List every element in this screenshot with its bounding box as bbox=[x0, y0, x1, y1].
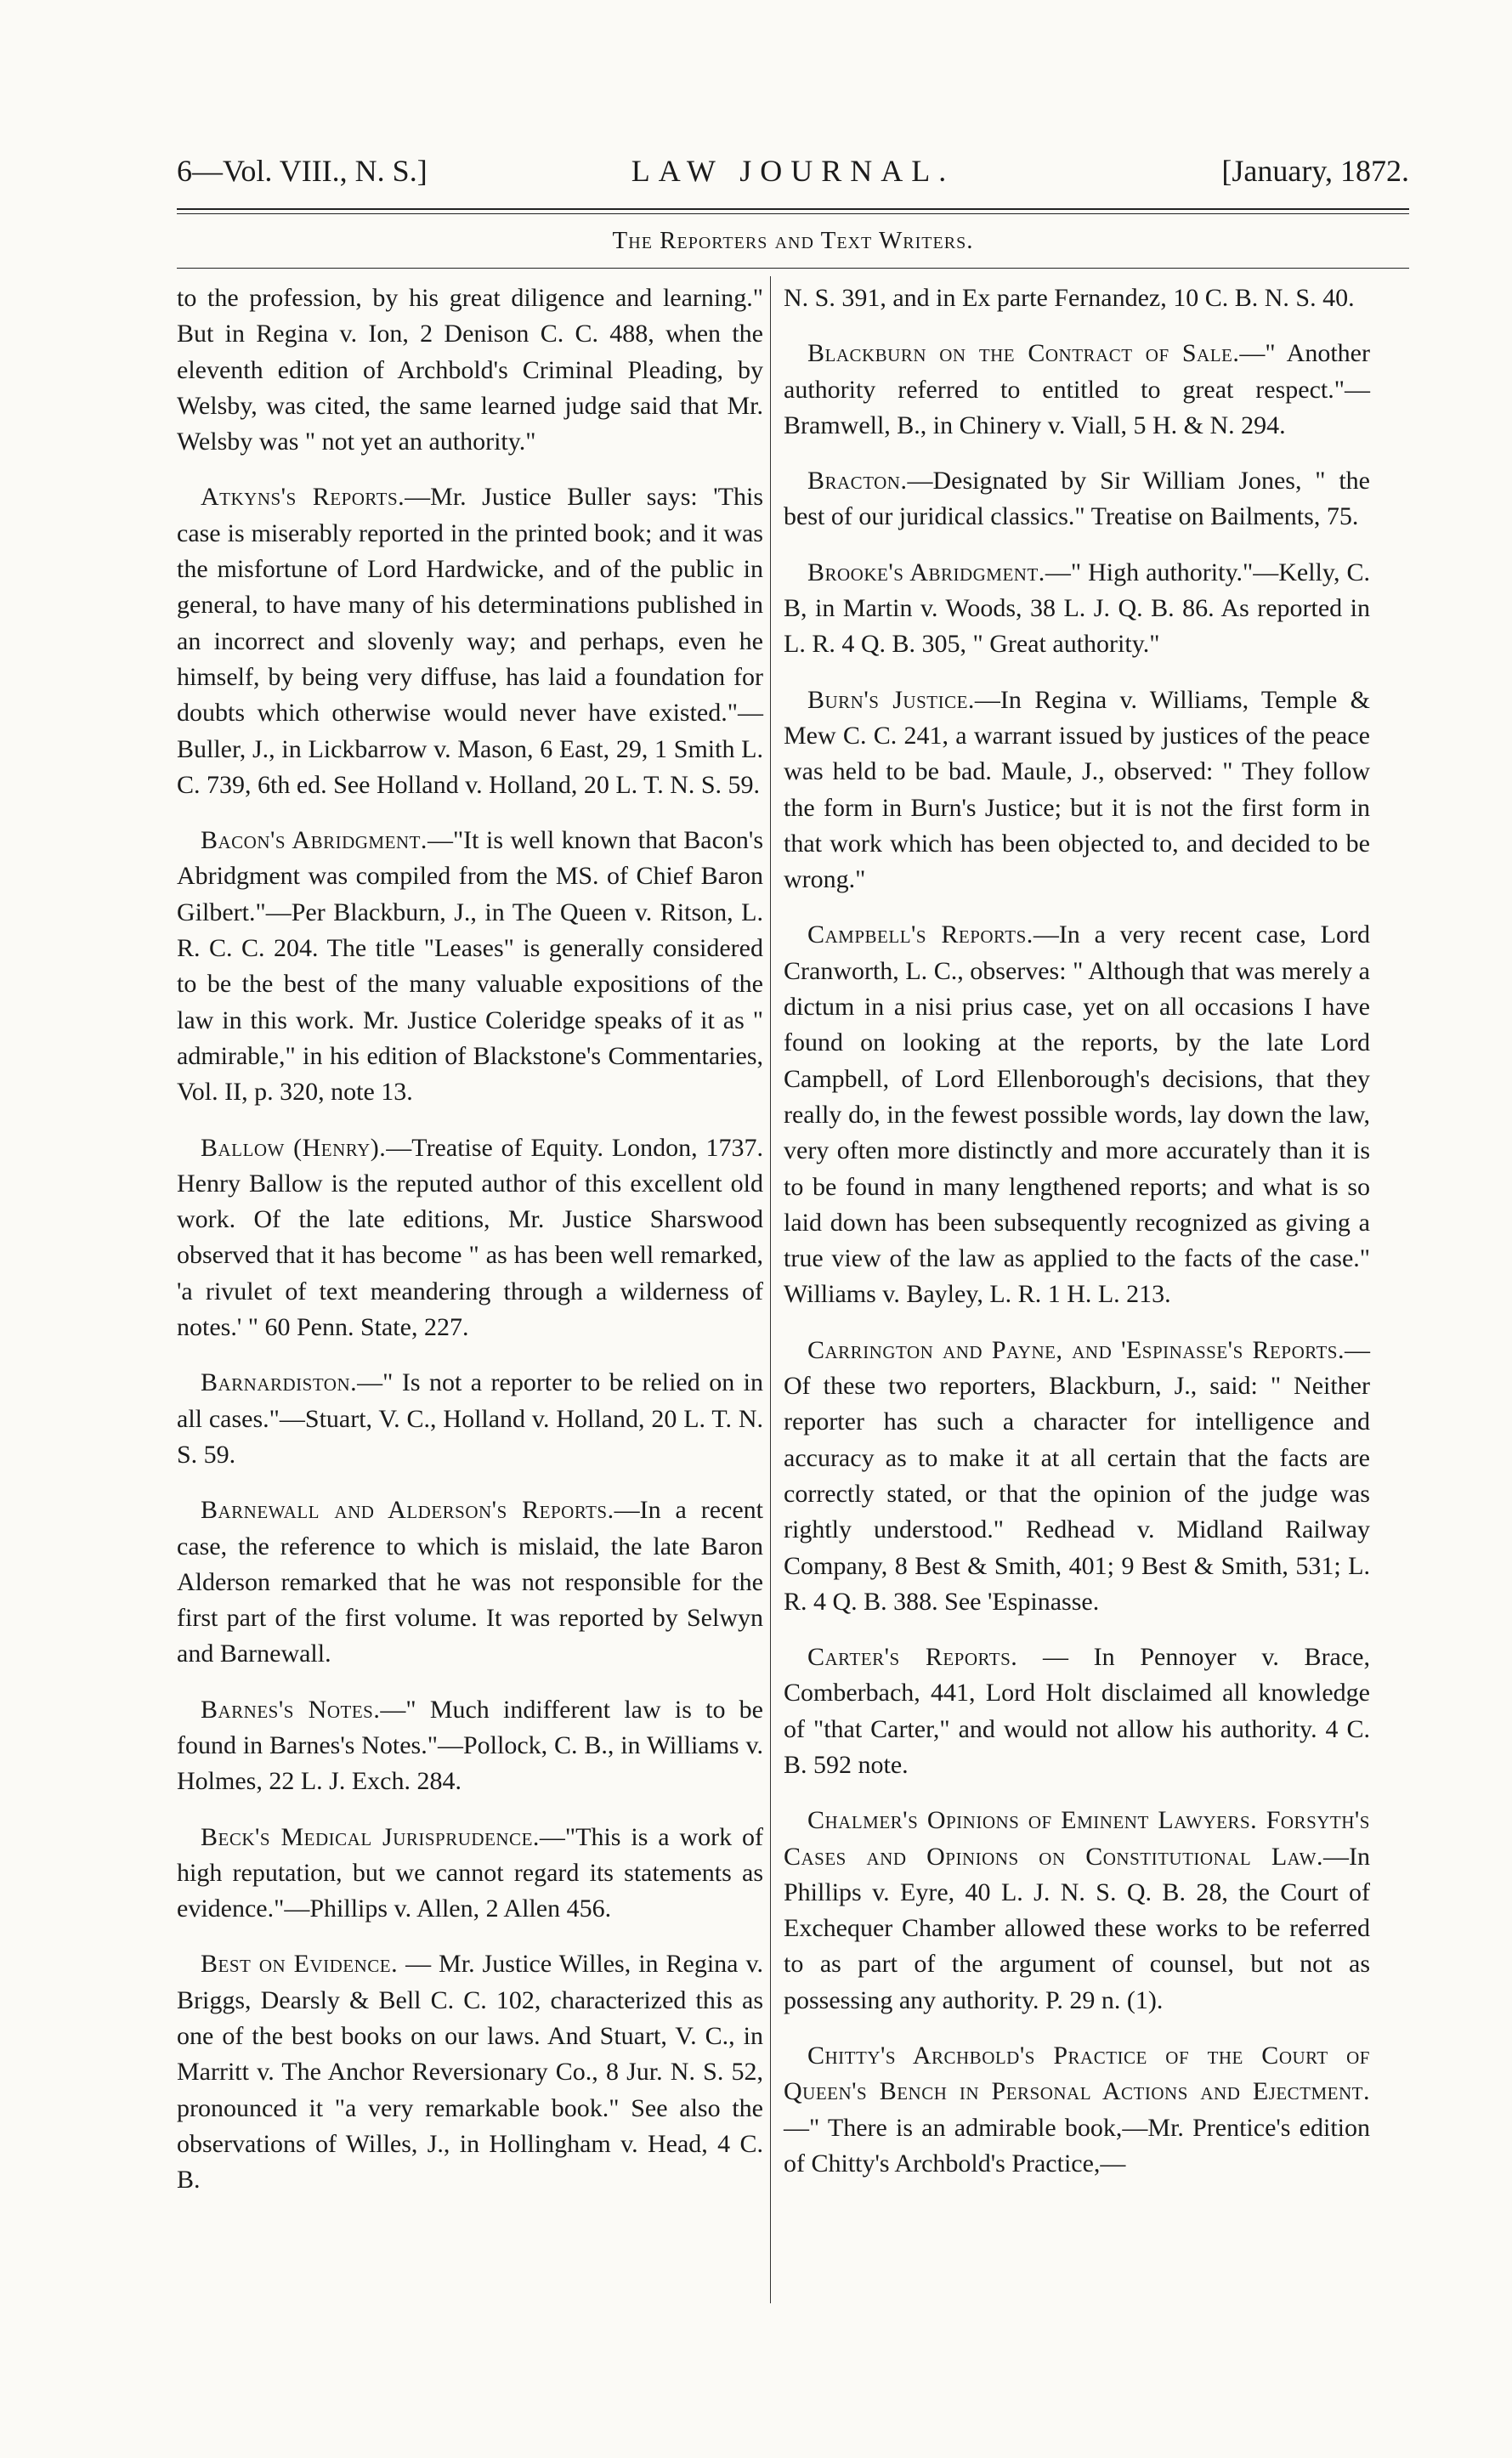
entry-heading: Barnewall and Alderson's Reports. bbox=[201, 1496, 614, 1525]
paragraph: Chitty's Archbold's Practice of the Court of Queen's Bench in Personal Actions and Ejectment.—" There is an admirable book,—Mr. Prentice's edition of Chitty's Archbold's Practice,— bbox=[784, 2042, 1370, 2178]
paragraph: Barnes's Notes.—" Much indifferent law is to be found in Barnes's Notes."—Pollock, C. B., in Williams v. Holmes, 22 L. J. Exch. 284. bbox=[177, 1695, 763, 1796]
entry-heading: Bacon's Abridgment. bbox=[201, 826, 428, 855]
header-rule-thin bbox=[177, 213, 1409, 214]
entry-heading: Burn's Justice. bbox=[807, 685, 975, 714]
entry-heading: Beck's Medical Jurisprudence. bbox=[201, 1822, 540, 1851]
paragraph: Best on Evidence. — Mr. Justice Willes, in Regina v. Briggs, Dearsly & Bell C. C. 102, characterized this as one of the best books on our laws. And Stuart, V. C., in Marritt v. The Anchor Reversionary Co., 8 Jur. N. S. 52, pronounced it "a very remarkable book." See also the observations of Willes, J., in Hollingham v. Head, 4 C. B. bbox=[177, 1950, 764, 2195]
paragraph: Barnardiston.—" Is not a reporter to be relied on in all cases."—Stuart, V. C., Holland v. Holland, 20 L. T. N. S. 59. bbox=[177, 1368, 763, 1469]
paragraph: Beck's Medical Jurisprudence.—"This is a work of high reputation, but we cannot regard its statements as evidence."—Phillips v. Allen, 2 Allen 456. bbox=[177, 1822, 763, 1923]
paragraph: Blackburn on the Contract of Sale.—" Another authority referred to entitled to great respect."—Bramwell, B., in Chinery v. Viall, 5 H. & N. 294. bbox=[784, 339, 1370, 439]
entry-heading: Atkyns's Reports. bbox=[201, 483, 405, 512]
paragraph: Carrington and Payne, and 'Espinasse's Reports.—Of these two reporters, Blackburn, J., said: " Neither reporter has such a character for intelligence and accuracy as to make it at all certain that the facts are correctly stated, or that the opinion of the judge was rightly understood." Redhead v. Midland Railway Company, 8 Best & Smith, 401; 9 Best & Smith, 531; L. R. 4 Q. B. 388. See 'Espinasse. bbox=[784, 1335, 1370, 1616]
entry-heading: Chitty's Archbold's Practice of the Court of Queen's Bench in Personal Actions and Ejectment. bbox=[784, 2042, 1370, 2106]
paragraph: Carter's Reports. — In Pennoyer v. Brace, Comberbach, 441, Lord Holt disclaimed all knowledge of "that Carter," and would not allow his authority. 4 C. B. 592 note. bbox=[784, 1643, 1371, 1779]
paragraph: Chalmer's Opinions of Eminent Lawyers. Forsyth's Cases and Opinions on Constitutional Law.—In Phillips v. Eyre, 40 L. J. N. S. Q. B. 28, the Court of Exchequer Chamber allowed these works to be referred to as part of the argument of counsel, but not as possessing any authority. P. 29 n. (1). bbox=[784, 1806, 1370, 2014]
entry-heading: Brooke's Abridgment. bbox=[807, 558, 1045, 586]
section-title: The Reporters and Text Writers. bbox=[612, 227, 974, 254]
issue-date: [January, 1872. bbox=[1221, 154, 1409, 188]
section-rule bbox=[177, 268, 1409, 269]
right-column bbox=[784, 280, 1370, 2201]
paragraph: Campbell's Reports.—In a very recent case, Lord Cranworth, L. C., observes: " Although that was merely a dictum in a nisi prius case, yet on all occasions I have found on looking at the reports, by the late Lord Campbell, of Lord Ellenborough's decisions, that they really do, in the fewest possible words, lay down the law, very often more distinctly and more accurately than it is to be found in many lengthened reports; and what is so laid down has been subsequently recognized as giving a true view of the law as applied to the facts of the case." Williams v. Bayley, L. R. 1 H. L. 213. bbox=[784, 920, 1370, 1309]
paragraph: Brooke's Abridgment.—" High authority."—Kelly, C. B, in Martin v. Woods, 38 L. J. Q. B. 86. As reported in L. R. 4 Q. B. 305, " Great authority." bbox=[784, 558, 1370, 659]
paragraph: Burn's Justice.—In Regina v. Williams, Temple & Mew C. C. 241, a warrant issued by justices of the peace was held to be bad. Maule, J., observed: " They follow the form in Burn's Justice; but it is not the first form in that work which has been objected to, and decided to be wrong." bbox=[784, 685, 1370, 894]
paragraph: Ballow (Henry).—Treatise of Equity. London, 1737. Henry Ballow is the reputed author of this excellent old work. Of the late editions, Mr. Justice Sharswood observed that it has become " as has been well remarked, 'a rivulet of text meandering through a wilderness of notes.' " 60 Penn. State, 227. bbox=[177, 1133, 763, 1342]
paragraph: Atkyns's Reports.—Mr. Justice Buller says: 'This case is miserably reported in the printed book; and it was the misfortune of Lord Hardwicke, and of the public in general, to have many of his determinations published in an incorrect and slovenly way; and perhaps, even he himself, by being very diffuse, has laid a foundation for doubts which otherwise would never have existed."—Buller, J., in Lickbarrow v. Mason, 6 East, 29, 1 Smith L. C. 739, 6th ed. See Holland v. Holland, 20 L. T. N. S. 59. bbox=[177, 483, 763, 799]
header-rule-thick bbox=[177, 208, 1409, 210]
entry-heading: Carter's Reports. bbox=[807, 1643, 1018, 1672]
entry-heading: Barnes's Notes. bbox=[201, 1695, 381, 1724]
column-divider bbox=[770, 276, 771, 2303]
entry-heading: Blackburn on the Contract of Sale. bbox=[807, 339, 1240, 368]
paragraph: N. S. 391, and in Ex parte Fernandez, 10 C. B. N. S. 40. bbox=[784, 284, 1355, 312]
running-header bbox=[177, 153, 1409, 204]
journal-title: LAW JOURNAL. bbox=[631, 154, 955, 188]
entry-heading: Ballow (Henry). bbox=[201, 1133, 387, 1162]
volume-label: 6—Vol. VIII., N. S.] bbox=[177, 154, 428, 188]
entry-heading: Campbell's Reports. bbox=[807, 920, 1033, 949]
paragraph: Bacon's Abridgment.—"It is well known that Bacon's Abridgment was compiled from the MS. of Chief Baron Gilbert."—Per Blackburn, J., in The Queen v. Ritson, L. R. C. C. 204. The title "Leases" is generally considered to be the best of the many valuable expositions of the law in this work. Mr. Justice Coleridge speaks of it as " admirable," in his edition of Blackstone's Commentaries, Vol. II, p. 320, note 13. bbox=[177, 826, 763, 1107]
entry-heading: Barnardiston. bbox=[201, 1368, 358, 1397]
entry-heading: Chalmer's Opinions of Eminent Lawyers. Forsyth's Cases and Opinions on Constitutional Law. bbox=[784, 1806, 1370, 1871]
entry-heading: Carrington and Payne, and 'Espinasse's Reports. bbox=[807, 1335, 1345, 1364]
entry-heading: Bracton. bbox=[807, 467, 908, 496]
left-column bbox=[177, 280, 763, 2218]
paragraph: Barnewall and Alderson's Reports.—In a recent case, the reference to which is mislaid, the late Baron Alderson remarked that he was not responsible for the first part of the first volume. It was reported by Selwyn and Barnewall. bbox=[177, 1496, 763, 1668]
entry-heading: Best on Evidence. bbox=[201, 1950, 399, 1979]
paragraph: Bracton.—Designated by Sir William Jones, " the best of our juridical classics." Treatise on Bailments, 75. bbox=[784, 467, 1370, 531]
paragraph: to the profession, by his great diligence and learning." But in Regina v. Ion, 2 Denison C. C. 488, when the eleventh edition of Archbold's Criminal Pleading, by Welsby, was cited, the same learned judge said that Mr. Welsby was " not yet an authority." bbox=[177, 284, 763, 456]
